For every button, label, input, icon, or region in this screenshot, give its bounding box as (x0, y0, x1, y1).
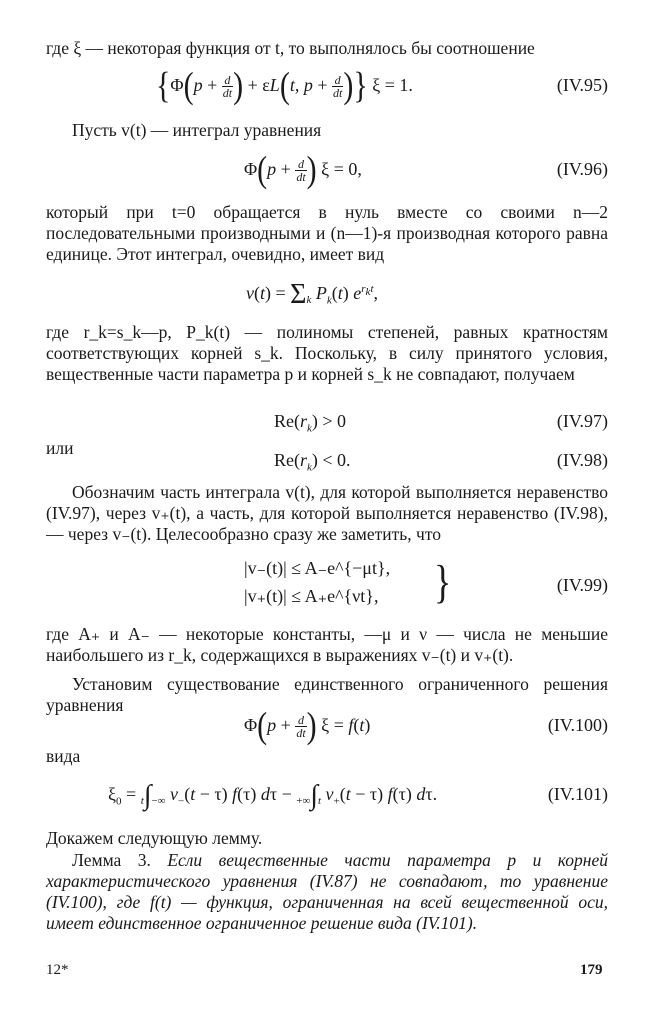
equation-iv99 (46, 558, 608, 614)
paragraph-existence: Установим существование единственного ограниченного решения уравнения (46, 674, 608, 715)
equation-iv100-formula: Φ(p + $\frac{d}{dt}$ ) ξ = f(t) (244, 704, 371, 746)
equation-iv97-number: (IV.97) (556, 411, 608, 431)
equation-iv99-number: (IV.99) (556, 575, 608, 595)
equation-iv95-formula: {Φ(p + $\frac{d}{dt}$ ) + εL(t, p + $\frac{d}{dt}$ )} ξ = 1. (156, 64, 413, 106)
equation-iv100 (46, 704, 608, 746)
equation-iv98-number: (IV.98) (556, 450, 608, 470)
equation-iv101-formula: $\xi_0 = t\int-\infty$ $v_-(t - \tau)$ f(τ) dτ − +∞∫t $v_+(t - \tau)$ f(τ) dτ. (108, 779, 438, 811)
paragraph-denote: Обозначим часть интеграла v(t), для которой выполняется неравенство (IV.97), через v₊(t), а часть, для которой выполняется неравенство (IV.98), — через v₋(t). Целесообразно сразу же заметить, что (46, 482, 608, 544)
equation-iv99-line-a: |v₋(t)| ≤ A₋e^{−μt}, (244, 558, 391, 578)
equation-v (46, 272, 608, 310)
word-form: вида (46, 746, 81, 766)
page-number: 179 (580, 962, 603, 978)
equation-iv99-brace-icon: } (434, 556, 452, 608)
paragraph-constants: где A₊ и A₋ — некоторые константы, —μ и ν — числа не меньшие наибольшего из r_k, содержащихся в выражениях v₋(t) и v₊(t). (46, 624, 608, 665)
text-line-intro: где ξ — некоторая функция от t, то выполнялось бы соотношение (46, 38, 535, 58)
equation-iv101-number: (IV.101) (547, 784, 608, 804)
equation-iv99-line-b: |v₊(t)| ≤ A₊e^{νt}, (244, 586, 379, 606)
equation-iv97-formula: $Re(r_k) > 0$ (274, 411, 347, 435)
equation-iv100-number: (IV.100) (547, 715, 608, 735)
equation-iv98 (46, 443, 608, 477)
equation-iv95 (46, 64, 608, 106)
equation-iv98-formula: $Re(r_k) < 0$. (274, 450, 351, 474)
paragraph-integral: который при t=0 обращается в нуль вместе со своими n—2 последовательными производными и (n—1)-я производная которого равна единице. Этот интеграл, очевидно, имеет вид (46, 202, 608, 264)
equation-iv101 (46, 772, 608, 816)
equation-iv96-number: (IV.96) (556, 159, 608, 179)
equation-iv97 (46, 404, 608, 438)
text-line-let: Пусть v(t) — интеграл уравнения (72, 120, 322, 140)
equation-iv95-number: (IV.95) (556, 75, 608, 95)
footer-signature: 12* (46, 962, 69, 978)
paragraph-roots: где r_k=s_k—p, P_k(t) — полиномы степеней, равных кратностям соответствующих корней s_k. Поскольку, в силу принятого условия, вещественные части параметра p и корней s_k не совпадают, получаем (46, 322, 608, 384)
equation-v-formula: v(t) = Σk $P_k(t)$ $e^{r_kt}$, (246, 278, 378, 310)
lemma-3-label: Лемма 3. (72, 850, 151, 870)
paragraph-prove: Докажем следующую лемму. (46, 828, 263, 848)
lemma-3 (46, 850, 608, 934)
lemma-3-text: Если вещественные части параметра p и корней характеристического уравнения (IV.87) не совпадают, то уравнение (IV.100), где f(t) — функция, ограниченная на всей вещественной оси, имеет единственное ограниченное решение вида (IV.101). (46, 850, 608, 933)
equation-iv96 (46, 148, 608, 190)
word-or: или (46, 438, 74, 458)
equation-iv96-formula: Φ(p + $\frac{d}{dt}$ ) ξ = 0, (244, 148, 362, 190)
